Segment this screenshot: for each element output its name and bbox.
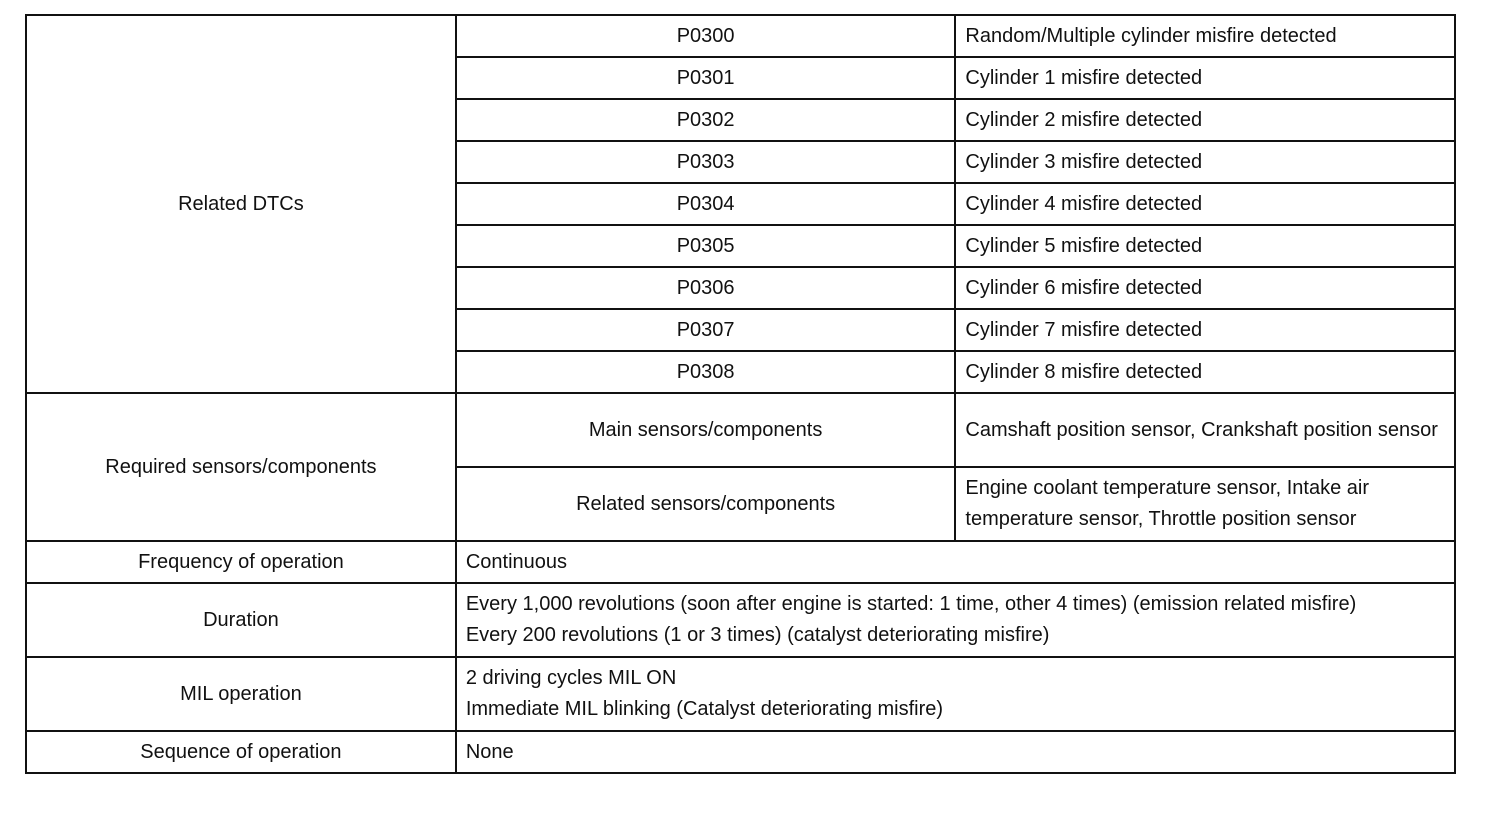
table-row [26,393,1455,467]
main-sensors-value: Camshaft position sensor, Crankshaft position sensor [955,393,1455,467]
duration-label: Duration [26,583,456,657]
dtc-description: Cylinder 1 misfire detected [955,57,1455,99]
mil-operation-line: 2 driving cycles MIL ON [465,667,677,689]
dtc-code: P0308 [456,351,956,393]
dtc-description: Cylinder 8 misfire detected [955,351,1455,393]
table-row [26,583,1455,657]
dtc-code: P0303 [456,141,956,183]
dtc-code: P0304 [456,183,956,225]
dtc-code: P0305 [456,225,956,267]
frequency-value: Continuous [456,541,1455,583]
dtc-description: Cylinder 6 misfire detected [955,267,1455,309]
dtc-specification-table [25,14,1456,774]
frequency-label: Frequency of operation [26,541,456,583]
mil-operation-value [456,657,1455,731]
table-row [26,731,1455,773]
dtc-description: Random/Multiple cylinder misfire detected [955,15,1455,57]
duration-line: Every 1,000 revolutions (soon after engine is started: 1 time, other 4 times) (emission related misfire) [465,593,1357,615]
table-row [26,657,1455,731]
dtc-code: P0301 [456,57,956,99]
dtc-description: Cylinder 3 misfire detected [955,141,1455,183]
dtc-description: Cylinder 4 misfire detected [955,183,1455,225]
duration-line: Every 200 revolutions (1 or 3 times) (catalyst deteriorating misfire) [465,624,1050,646]
dtc-description: Cylinder 2 misfire detected [955,99,1455,141]
dtc-code: P0302 [456,99,956,141]
required-sensors-label: Required sensors/components [26,393,456,541]
sequence-value: None [456,731,1455,773]
duration-value [456,583,1455,657]
dtc-code: P0306 [456,267,956,309]
table-row [26,541,1455,583]
main-sensors-label: Main sensors/components [456,393,956,467]
related-sensors-label: Related sensors/components [456,467,956,541]
table-row [26,15,1455,57]
sequence-label: Sequence of operation [26,731,456,773]
dtc-description: Cylinder 7 misfire detected [955,309,1455,351]
related-dtcs-label: Related DTCs [26,15,456,393]
mil-operation-label: MIL operation [26,657,456,731]
dtc-code: P0307 [456,309,956,351]
dtc-description: Cylinder 5 misfire detected [955,225,1455,267]
mil-operation-line: Immediate MIL blinking (Catalyst deteriorating misfire) [465,698,944,720]
dtc-code: P0300 [456,15,956,57]
related-sensors-value: Engine coolant temperature sensor, Intake air temperature sensor, Throttle position sensor [955,467,1455,541]
